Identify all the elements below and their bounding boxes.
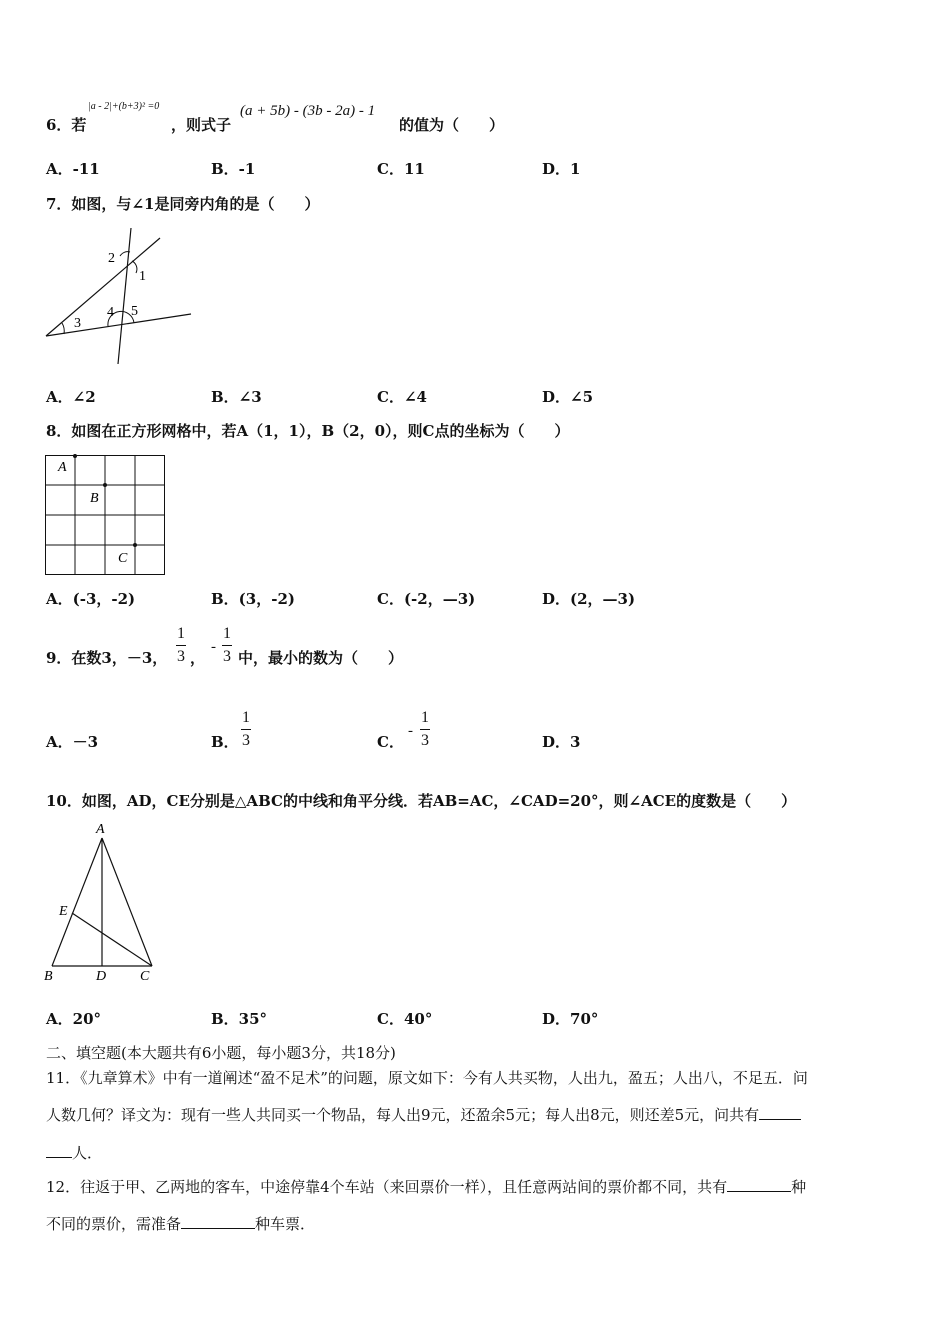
q9-option-c-fraction	[420, 710, 430, 749]
q9-fraction-2	[222, 626, 232, 665]
q10-label-b: B	[44, 969, 53, 984]
q10-option-c: C．40°	[377, 1010, 433, 1028]
q8-point-c	[133, 543, 137, 547]
q9-option-d: D．3	[542, 733, 581, 751]
q7-option-b: B．∠3	[211, 388, 262, 406]
q9-option-c-bar	[420, 729, 430, 730]
q8-option-d: D．(2，—3)	[542, 590, 636, 608]
q9-option-b-denominator: 3	[242, 732, 250, 749]
q8-grid-figure	[45, 455, 167, 577]
q7-label-2: 2	[108, 251, 115, 266]
q9-fraction-1	[176, 626, 186, 665]
q11-line-3-text: 人．	[72, 1144, 103, 1162]
q6-number: 6．若	[46, 116, 87, 134]
q12-line-1-text: 12．往返于甲、乙两地的客车，中途停靠4个车站（来回票价一样），且任意两站间的票价都不同，共有	[46, 1178, 728, 1196]
q9-lead: 9．在数3，－3，	[46, 649, 168, 667]
q7-transversal	[118, 228, 131, 364]
q11-line-2	[46, 1108, 801, 1123]
q7-option-c: C．∠4	[377, 388, 427, 406]
q8-option-a: A．(-3，-2)	[46, 590, 136, 608]
q10-triangle-figure	[40, 820, 160, 982]
q10-label-d: D	[96, 969, 107, 984]
q9-option-c-denominator: 3	[421, 732, 429, 749]
q9-option-c-negative: -	[408, 723, 413, 739]
q9-option-c-numerator: 1	[421, 709, 429, 726]
q11-answer-blank-part-1[interactable]	[759, 1119, 801, 1120]
q7-arc-3	[62, 323, 64, 334]
q7-label-5: 5	[131, 304, 138, 319]
q9-fraction-2-denominator: 3	[223, 648, 231, 665]
q10-option-b: B．35°	[211, 1010, 268, 1028]
q10-bisector-ce	[72, 913, 152, 966]
q12-line-2-text-a: 不同的票价，需准备	[46, 1215, 182, 1233]
q8-option-c: C．(-2，—3)	[377, 590, 476, 608]
q8-label-b: B	[90, 491, 99, 506]
q9-separator: ，	[190, 649, 206, 667]
q10-label-e: E	[59, 904, 68, 919]
q9-fraction-2-numerator: 1	[223, 625, 231, 642]
q6-option-d: D．1	[542, 160, 581, 178]
q10-label-a: A	[96, 822, 105, 837]
q10-option-a: A．20°	[46, 1010, 102, 1028]
q9-option-c: C．	[377, 733, 404, 751]
q6-option-c: C．11	[377, 160, 425, 178]
q9-fraction-1-bar	[176, 645, 186, 646]
q9-fraction-1-numerator: 1	[177, 625, 185, 642]
q12-answer-blank-2[interactable]	[181, 1228, 255, 1229]
q9-option-b-numerator: 1	[242, 709, 250, 726]
q12-line-2-text-b: 种车票．	[255, 1215, 316, 1233]
q8-option-b: B．(3，-2)	[211, 590, 295, 608]
q7-label-1: 1	[139, 269, 146, 284]
q8-point-b	[103, 483, 107, 487]
q7-arc-1	[132, 261, 137, 273]
q12-line-1-end: 种	[791, 1178, 807, 1196]
q12-answer-blank-1[interactable]	[727, 1191, 791, 1192]
q11-line-1: 11．《九章算术》中有一道阐述“盈不足术”的问题，原文如下：今有人共买物，人出九，盈五；人出八，不足五．问	[46, 1069, 808, 1087]
q6-tail-text: 的值为（ ）	[399, 116, 505, 134]
q11-answer-blank-part-2[interactable]	[46, 1157, 72, 1158]
q7-label-4: 4	[107, 305, 114, 320]
q9-option-b: B．	[211, 733, 239, 751]
q10-label-c: C	[140, 969, 150, 984]
q7-option-a: A．∠2	[46, 388, 96, 406]
q7-label-3: 3	[74, 316, 81, 331]
q10-option-d: D．70°	[542, 1010, 599, 1028]
q6-condition: |a - 2|+(b+3)² =0	[88, 101, 160, 112]
q6-option-b: B．-1	[211, 160, 256, 178]
q11-line-3	[46, 1146, 102, 1161]
q6-option-a: A．-11	[46, 160, 100, 178]
section-2-title: 二、填空题(本大题共有6小题，每小题3分，共18分)	[46, 1044, 396, 1062]
q10-side-ab	[52, 838, 102, 966]
q7-stem: 7．如图，与∠1是同旁内角的是（ ）	[46, 195, 320, 213]
q8-point-a	[73, 454, 77, 458]
q9-tail: 中，最小的数为（ ）	[238, 649, 404, 667]
q10-side-ac	[102, 838, 152, 966]
q8-stem: 8．如图在正方形网格中，若A（1，1），B（2，0），则C点的坐标为（ ）	[46, 422, 570, 440]
q11-line-2-text: 人数几何？译文为：现有一些人共同买一个物品，每人出9元，还盈余5元；每人出8元，则还差5元，问共有	[46, 1106, 760, 1124]
q12-line-1	[46, 1180, 806, 1195]
q9-negative-sign: -	[211, 639, 216, 655]
q8-label-c: C	[118, 551, 128, 566]
q9-option-b-fraction	[241, 710, 251, 749]
q7-option-d: D．∠5	[542, 388, 594, 406]
q8-label-a: A	[58, 460, 67, 475]
q6-mid-text: ，则式子	[171, 116, 232, 134]
q9-fraction-1-denominator: 3	[177, 648, 185, 665]
q9-option-b-bar	[241, 729, 251, 730]
q9-fraction-2-bar	[222, 645, 232, 646]
q9-option-a: A．－3	[46, 733, 99, 751]
q6-expression: (a + 5b) - (3b - 2a) - 1	[240, 103, 376, 119]
q10-stem: 10．如图，AD，CE分别是△ABC的中线和角平分线．若AB=AC，∠CAD=20°，则∠ACE的度数是（ ）	[46, 792, 797, 810]
q12-line-2	[46, 1217, 315, 1232]
q7-figure	[44, 228, 194, 368]
